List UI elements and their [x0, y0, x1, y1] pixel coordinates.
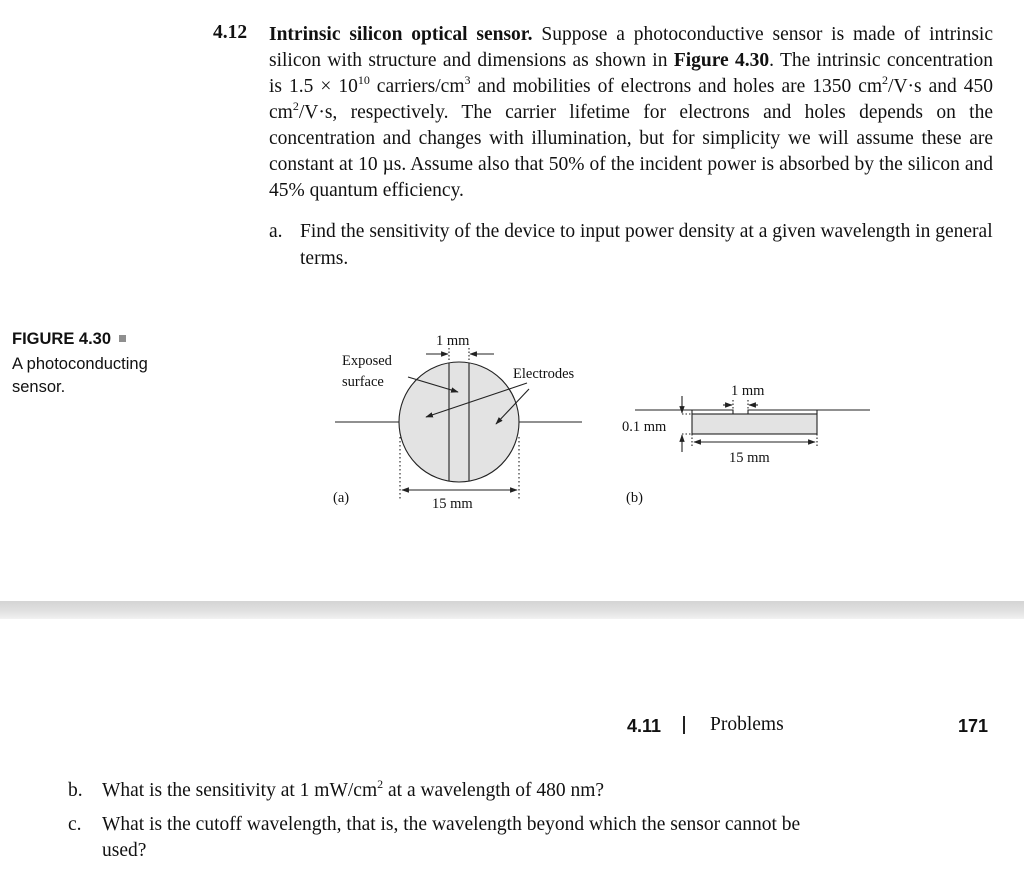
- label-thickness-b: 0.1 mm: [622, 419, 667, 435]
- sensor-figure: [320, 320, 890, 520]
- label-electrodes: Electrodes: [513, 366, 575, 382]
- part-b-text-1: What is the sensitivity at 1 mW/cm: [102, 780, 378, 801]
- problem-text: carriers/cm: [369, 76, 465, 97]
- label-width-a: 15 mm: [432, 496, 473, 512]
- part-c-letter: c.: [68, 814, 82, 835]
- superscript: 2: [292, 98, 299, 113]
- part-b-letter: b.: [68, 780, 83, 801]
- part-b-text: [102, 778, 604, 804]
- part-b-text-2: at a wavelength of 480 nm?: [383, 780, 605, 801]
- problem-text: . The intrinsic concentration is 1.5 × 10: [269, 50, 993, 97]
- problem-text: and mobilities of electrons and holes are 1350 cm: [470, 76, 883, 97]
- figure-number: FIGURE 4.30: [12, 330, 112, 348]
- label-gap-a: 1 mm: [436, 333, 470, 349]
- problem-number: 4.12: [213, 22, 248, 43]
- part-a-text: Find the sensitivity of the device to input power density at a given wavelength in general terms.: [300, 221, 993, 269]
- problem-text: /V·s and 450 cm: [269, 76, 993, 123]
- problem-statement: [269, 22, 993, 204]
- part-c-text: What is the cutoff wavelength, that is, the wavelength beyond which the sensor cannot be used?: [102, 814, 801, 861]
- electrode-layers: [692, 410, 817, 414]
- superscript: 2: [882, 72, 889, 87]
- label-panel-a: (a): [333, 490, 350, 506]
- label-width-b: 15 mm: [729, 450, 770, 466]
- label-exposed-1: Exposed: [342, 353, 392, 369]
- problem-text: /V·s, respectively. The carrier lifetime for electrons and holes depends on the concentration and changes with illumination, but for simplicity we will assume these are constant at 10 µs. Assume also that 50% of the incident power is absorbed by the silicon and 45% quantum efficiency.: [269, 102, 993, 201]
- label-panel-b: (b): [626, 490, 643, 506]
- superscript: 10: [357, 72, 370, 87]
- label-gap-b: 1 mm: [731, 383, 765, 399]
- figure-caption-text: A photoconducting sensor.: [12, 355, 148, 396]
- superscript: 3: [464, 72, 471, 87]
- superscript: 2: [377, 776, 384, 791]
- problem-text: Suppose a photoconductive sensor is made of intrinsic silicon with structure and dimensions as shown in: [269, 24, 993, 71]
- silicon-slab: [692, 414, 817, 434]
- running-section-number: 4.11: [627, 716, 662, 736]
- running-separator: [683, 716, 685, 734]
- figure-caption-heading: [12, 330, 126, 349]
- part-a-letter: a.: [269, 221, 283, 242]
- page-number: 171: [958, 716, 989, 736]
- running-section-title: Problems: [710, 714, 784, 735]
- label-exposed-2: surface: [342, 374, 384, 390]
- problem-title: Intrinsic silicon optical sensor.: [269, 24, 533, 45]
- caption-square-icon: [119, 335, 126, 342]
- figure-reference: Figure 4.30: [673, 50, 770, 71]
- page-divider: [0, 601, 1024, 619]
